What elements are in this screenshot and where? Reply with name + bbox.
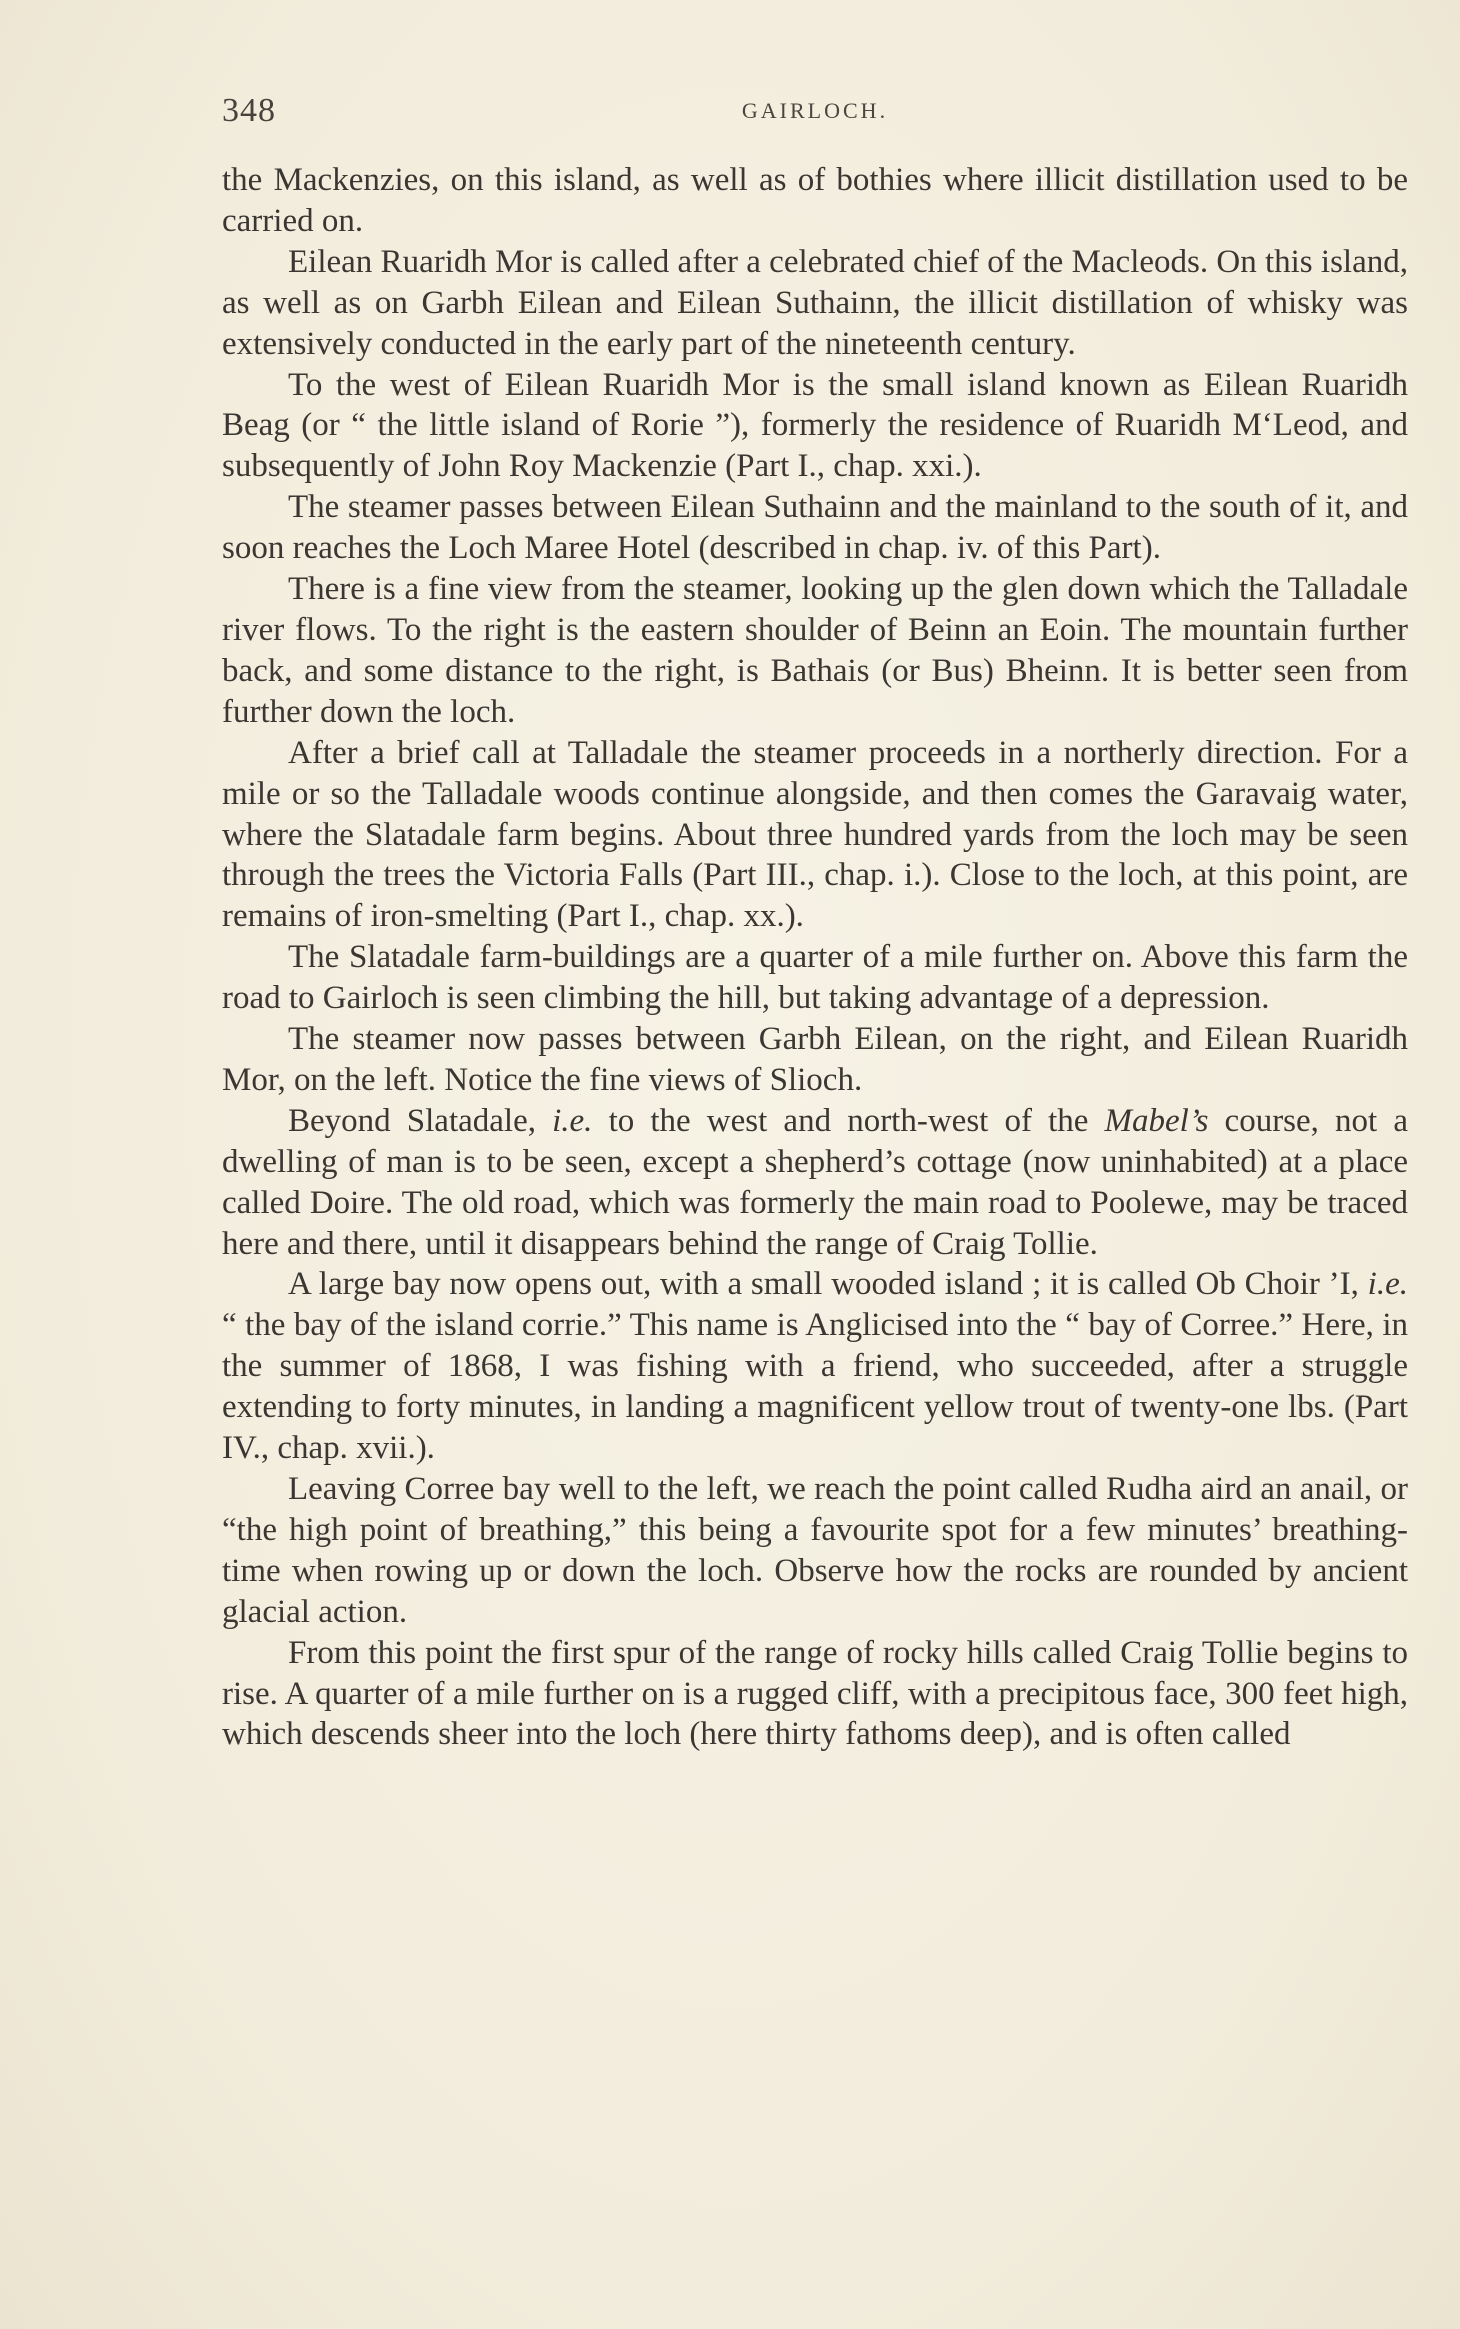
paragraph <box>222 487 1408 569</box>
paragraph <box>222 1019 1408 1101</box>
page-number: 348 <box>222 92 276 129</box>
paragraph <box>222 365 1408 488</box>
text-run: To the west of Eilean Ruaridh Mor is the small island known as Eilean Ruaridh Beag (or “ the little island of Rorie ”), formerly the residence of Ruaridh M‘Leod, and subsequently of John Roy Mackenzie (Part I., chap. xxi.). <box>222 366 1408 485</box>
text-run: the Mackenzies, on this island, as well as of bothies where illicit distillation used to be carried on. <box>222 162 1408 239</box>
text-run: “ the bay of the island corrie.” This name is Anglicised into the “ bay of Corree.” Here, in the summer of 1868, I was fishing with a friend, who succeeded, after a struggle extending to forty minutes, in landing a magnificent yellow trout of twenty-one lbs. (Part IV., chap. xvii.). <box>222 1307 1408 1467</box>
paragraph <box>222 733 1408 938</box>
text-run: After a brief call at Talladale the steamer proceeds in a northerly direction. For a mile or so the Talladale woods continue alongside, and then comes the Garavaig water, where the Slatadale farm begins. About three hundred yards from the loch may be seen through the trees the Victoria Falls (Part III., chap. i.). Close to the loch, at this point, are remains of iron-smelting (Part I., chap. xx.). <box>222 734 1408 935</box>
paragraph <box>222 1633 1408 1756</box>
text-run: The Slatadale farm-buildings are a quarter of a mile further on. Above this farm the road to Gairloch is seen climbing the hill, but taking advantage of a depression. <box>222 939 1408 1017</box>
paragraph <box>222 569 1408 733</box>
running-title: GAIRLOCH. <box>741 98 889 123</box>
text-run: Eilean Ruaridh Mor is called after a celebrated chief of the Macleods. On this island, as well as on Garbh Eilean and Eilean Suthainn, the illicit distillation of whisky was extensively conducted in the early part of the nineteenth century. <box>222 243 1408 362</box>
paragraph <box>222 1264 1408 1469</box>
text-run: course, not a dwelling of man is to be seen, except a shepherd’s cottage (now uninhabited) at a place called Doire. The old road, which was formerly the main road to Poolewe, may be traced here and there, until it disappears behind the range of Craig Tollie. <box>222 1102 1408 1262</box>
paragraph <box>222 1469 1408 1633</box>
italic-text: i.e. <box>552 1102 593 1139</box>
paragraph <box>222 242 1408 365</box>
text-run: A large bay now opens out, with a small wooded island ; it is called Ob Choir ’I, <box>288 1266 1368 1303</box>
paragraph <box>222 160 1408 242</box>
italic-text: i.e. <box>1367 1266 1408 1303</box>
paragraph <box>222 937 1408 1019</box>
text-run: to the west and north-west of the <box>592 1102 1105 1139</box>
body-text <box>222 160 1408 1755</box>
text-run: From this point the first spur of the range of rocky hills called Craig Tollie begins to rise. A quarter of a mile further on is a rugged cliff, with a precipitous face, 300 feet high, which descends sheer into the loch (here thirty fathoms deep), and is often called <box>222 1634 1408 1753</box>
paragraph <box>222 1101 1408 1265</box>
italic-text: Mabel’s <box>1104 1102 1209 1139</box>
text-run: Beyond Slatadale, <box>288 1102 553 1139</box>
text-run: There is a fine view from the steamer, looking up the glen down which the Talladale river flows. To the right is the eastern shoulder of Beinn an Eoin. The mountain further back, and some distance to the right, is Bathais (or Bus) Bheinn. It is better seen from further down the loch. <box>222 571 1408 730</box>
running-head <box>222 92 1408 132</box>
text-run: The steamer passes between Eilean Suthainn and the mainland to the south of it, and soon reaches the Loch Maree Hotel (described in chap. iv. of this Part). <box>222 489 1408 567</box>
text-run: Leaving Corree bay well to the left, we reach the point called Rudha aird an anail, or “the high point of breathing,” this being a favourite spot for a few minutes’ breathing-time when rowing up or down the loch. Observe how the rocks are rounded by ancient glacial action. <box>222 1471 1408 1630</box>
text-run: The steamer now passes between Garbh Eilean, on the right, and Eilean Ruaridh Mor, on the left. Notice the fine views of Slioch. <box>222 1021 1408 1098</box>
